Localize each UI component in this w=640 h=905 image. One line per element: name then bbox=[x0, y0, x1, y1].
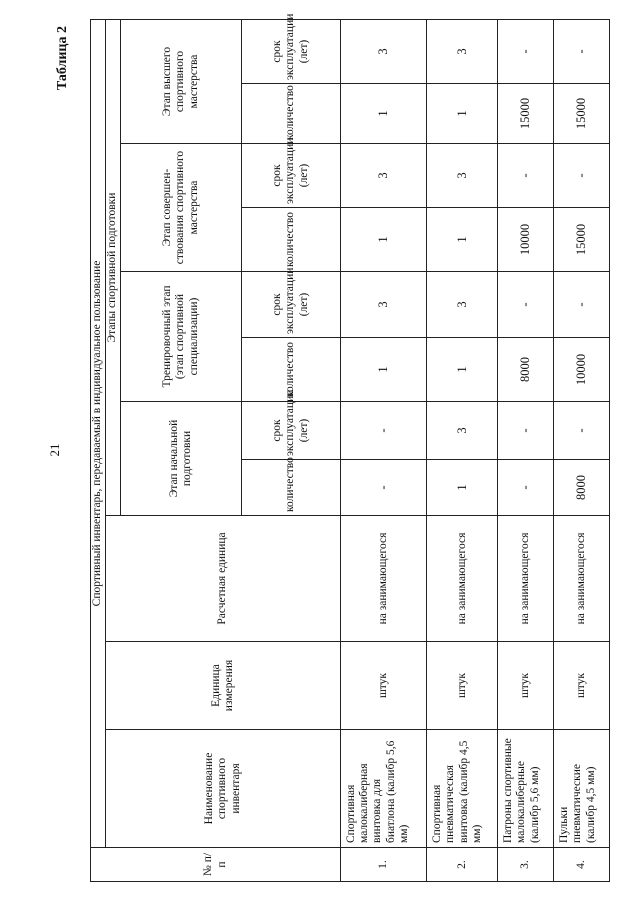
header-stage-improvement: Этап совершен-ствования спортивного мастерства bbox=[121, 144, 242, 272]
cell-value: 1 bbox=[341, 84, 427, 144]
page-number: 21 bbox=[47, 443, 62, 457]
cell-value: 1 bbox=[427, 338, 498, 402]
row-calc: на занимающегося bbox=[427, 516, 498, 642]
cell-value: 1 bbox=[427, 84, 498, 144]
header-qty: количество bbox=[242, 338, 341, 402]
row-name: Спортивная малокалиберная винтовка для биатлона (калибр 5,6 мм) bbox=[341, 730, 427, 848]
cell-value: - bbox=[341, 460, 427, 516]
header-stage-initial: Этап начальной подготовки bbox=[121, 402, 242, 516]
cell-value: - bbox=[498, 272, 554, 338]
header-term: срок эксплуатации (лет) bbox=[242, 272, 341, 338]
row-name: Патроны спортивные малокалиберные (калибр 5,6 мм) bbox=[498, 730, 554, 848]
header-qty: количество bbox=[242, 460, 341, 516]
header-qty: количество bbox=[242, 84, 341, 144]
row-unit: штук bbox=[554, 642, 610, 730]
table-label: Таблица 2 bbox=[55, 26, 70, 91]
header-calc: Расчетная единица bbox=[106, 516, 341, 642]
row-unit: штук bbox=[427, 642, 498, 730]
cell-value: 3 bbox=[427, 272, 498, 338]
row-num: 3. bbox=[498, 848, 554, 882]
header-stage-highest: Этап высшего спортивного мастерства bbox=[121, 19, 242, 143]
row-calc: на занимающегося bbox=[554, 516, 610, 642]
row-unit: штук bbox=[498, 642, 554, 730]
header-stage-training: Тренировочный этап (этап спортивной специализации) bbox=[121, 272, 242, 402]
cell-value: 1 bbox=[427, 208, 498, 272]
cell-value: 3 bbox=[427, 144, 498, 208]
row-name: Спортивная пневматическая винтовка (калибр 4,5 мм) bbox=[427, 730, 498, 848]
sports-equipment-table bbox=[90, 13, 610, 882]
header-num: № п/п bbox=[91, 848, 341, 882]
table-row bbox=[341, 19, 427, 881]
row-num: 4. bbox=[554, 848, 610, 882]
table-row bbox=[427, 19, 498, 881]
cell-value: 8000 bbox=[554, 460, 610, 516]
header-name: Наименование спортивного инвентаря bbox=[106, 730, 341, 848]
cell-value: - bbox=[498, 19, 554, 83]
row-calc: на занимающегося bbox=[498, 516, 554, 642]
header-term: срок эксплуатации (лет) bbox=[242, 402, 341, 460]
header-qty: количество bbox=[242, 208, 341, 272]
cell-value: - bbox=[554, 144, 610, 208]
cell-value: - bbox=[554, 402, 610, 460]
header-stages: Этапы спортивной подготовки bbox=[106, 19, 121, 515]
cell-value: - bbox=[498, 144, 554, 208]
rotated-table-region bbox=[55, 13, 610, 882]
row-num: 2. bbox=[427, 848, 498, 882]
cell-value: - bbox=[498, 402, 554, 460]
cell-value: 3 bbox=[427, 19, 498, 83]
header-group: Спортивный инвентарь, передаваемый в индивидуальное пользование bbox=[91, 19, 106, 847]
cell-value: - bbox=[341, 402, 427, 460]
cell-value: - bbox=[498, 460, 554, 516]
cell-value: 1 bbox=[341, 338, 427, 402]
cell-value: 3 bbox=[427, 402, 498, 460]
cell-value: 8000 bbox=[498, 338, 554, 402]
cell-value: 15000 bbox=[498, 84, 554, 144]
row-num: 1. bbox=[341, 848, 427, 882]
header-term: срок эксплуатации (лет) bbox=[242, 19, 341, 83]
table-row bbox=[498, 19, 554, 881]
header-term: срок эксплуатации (лет) bbox=[242, 144, 341, 208]
row-calc: на занимающегося bbox=[341, 516, 427, 642]
cell-value: - bbox=[554, 272, 610, 338]
cell-value: 10000 bbox=[554, 338, 610, 402]
row-unit: штук bbox=[341, 642, 427, 730]
cell-value: 15000 bbox=[554, 208, 610, 272]
cell-value: 1 bbox=[341, 208, 427, 272]
row-name: Пульки пневматические (калибр 4,5 мм) bbox=[554, 730, 610, 848]
cell-value: - bbox=[554, 19, 610, 83]
cell-value: 3 bbox=[341, 272, 427, 338]
header-unit: Единица измерения bbox=[106, 642, 341, 730]
cell-value: 1 bbox=[427, 460, 498, 516]
cell-value: 3 bbox=[341, 144, 427, 208]
cell-value: 10000 bbox=[498, 208, 554, 272]
table-row bbox=[554, 19, 610, 881]
cell-value: 3 bbox=[341, 19, 427, 83]
cell-value: 15000 bbox=[554, 84, 610, 144]
